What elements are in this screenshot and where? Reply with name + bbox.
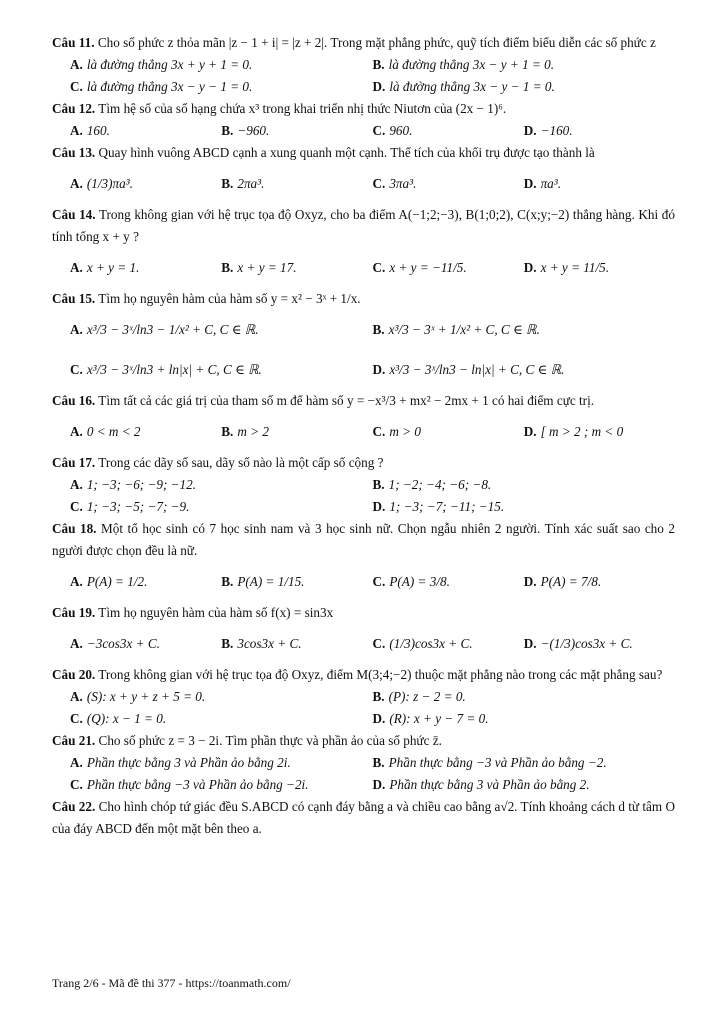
answer-option-a [70,562,221,602]
option-label: C. [70,711,83,726]
option-label: A. [70,689,83,704]
option-text: Phần thực bằng −3 và Phần ảo bằng −2i. [86,777,309,792]
question-text: Trong không gian với hệ trục tọa độ Oxyz, cho ba điểm A(−1;2;−3), B(1;0;2), C(x;y;−2) thẳng hàng. Khi đó tính tổng x + y ? [52,207,675,244]
option-label: B. [221,260,234,275]
option-text: m > 2 [237,424,269,439]
answer-options [52,624,675,664]
question-21 [52,730,675,796]
option-label: C. [70,362,83,377]
option-label: B. [221,424,234,439]
answer-option-c [70,496,373,518]
question-stem [52,288,675,310]
option-label: C. [372,636,386,651]
question-number: Câu 12. [52,101,96,116]
option-text: Phần thực bằng 3 và Phần ảo bằng 2. [389,777,590,792]
question-number: Câu 14. [52,207,96,222]
option-text: là đường thẳng 3x − y − 1 = 0. [86,79,253,94]
option-label: A. [70,260,83,275]
question-number: Câu 11. [52,35,95,50]
answer-option-b [221,624,372,664]
option-text: πa³. [540,176,562,191]
option-text: x + y = 17. [237,260,297,275]
option-label: A. [70,123,83,138]
answer-options [52,686,675,730]
answer-option-a [70,248,221,288]
option-text: x + y = 11/5. [540,260,610,275]
question-stem [52,142,675,164]
answer-option-c [70,76,373,98]
option-text: x + y = −11/5. [389,260,467,275]
option-text: x³/3 − 3ˣ + 1/x² + C, C ∈ ℝ. [388,322,540,337]
answer-options [52,562,675,602]
option-label: D. [523,424,537,439]
option-text: P(A) = 1/2. [86,574,148,589]
option-text: (1/3)cos3x + C. [389,636,473,651]
option-text: Phần thực bằng −3 và Phần ảo bằng −2. [388,755,607,770]
option-text: m > 0 [389,424,421,439]
option-label: B. [221,123,234,138]
option-label: B. [221,176,234,191]
page-footer: Trang 2/6 - Mã đề thi 377 - https://toanmath.com/ [52,976,291,990]
answer-option-b [221,164,372,204]
answer-option-b [373,54,676,76]
option-text: (P): z − 2 = 0. [388,689,466,704]
question-text: Trong không gian với hệ trục tọa độ Oxyz, điểm M(3;4;−2) thuộc mặt phẳng nào trong các mặt phẳng sau? [98,667,663,682]
option-label: C. [372,123,386,138]
answer-option-a [70,164,221,204]
answer-option-a [70,54,373,76]
answer-options [52,474,675,518]
question-stem [52,204,675,248]
option-label: B. [372,477,385,492]
option-label: D. [523,123,537,138]
question-16 [52,390,675,452]
question-text: Quay hình vuông ABCD cạnh a xung quanh một cạnh. Thể tích của khối trụ được tạo thành là [98,145,595,160]
question-text: Cho số phức z = 3 − 2i. Tìm phần thực và phần ảo của số phức z̄. [98,733,442,748]
option-text: x³/3 − 3ˣ/ln3 − 1/x² + C, C ∈ ℝ. [86,322,259,337]
option-label: C. [70,777,83,792]
option-label: C. [372,424,386,439]
answer-option-b [221,412,372,452]
question-12 [52,98,675,142]
question-text: Một tổ học sinh có 7 học sinh nam và 3 học sinh nữ. Chọn ngẫu nhiên 2 người. Tính xác suất sao cho 2 người được chọn đều là nữ. [52,521,676,558]
answer-option-a [70,624,221,664]
answer-option-c [373,412,524,452]
question-stem [52,796,675,840]
option-label: B. [372,755,385,770]
option-text: 1; −3; −6; −9; −12. [86,477,197,492]
answer-option-d [373,708,676,730]
answer-option-d [373,350,676,390]
question-text: Trong các dãy số sau, dãy số nào là một cấp số cộng ? [98,455,384,470]
option-text: 1; −3; −7; −11; −15. [389,499,505,514]
answer-option-a [70,412,221,452]
question-text: Cho số phức z thỏa mãn |z − 1 + i| = |z + 2|. Trong mặt phẳng phức, quỹ tích điểm biểu diễn các số phức z [97,35,656,50]
answer-option-a [70,686,373,708]
option-label: B. [372,57,385,72]
option-text: (1/3)πa³. [86,176,133,191]
answer-option-b [373,752,676,774]
question-number: Câu 20. [52,667,96,682]
question-15 [52,288,675,390]
question-stem [52,602,675,624]
answer-option-b [221,120,372,142]
answer-options [52,164,675,204]
question-number: Câu 16. [52,393,96,408]
option-text: −160. [540,123,573,138]
option-label: B. [372,322,385,337]
question-text: Tìm họ nguyên hàm của hàm số y = x² − 3ˣ + 1/x. [98,291,361,306]
question-13 [52,142,675,204]
option-label: D. [523,260,537,275]
answer-options [52,120,675,142]
option-text: 3cos3x + C. [237,636,302,651]
option-text: là đường thẳng 3x − y + 1 = 0. [388,57,555,72]
option-text: x³/3 − 3ˣ/ln3 − ln|x| + C, C ∈ ℝ. [389,362,565,377]
answer-option-d [524,412,675,452]
option-label: A. [70,574,83,589]
answer-options [52,248,675,288]
option-label: D. [372,711,386,726]
question-stem [52,390,675,412]
answer-options [52,412,675,452]
question-17 [52,452,675,518]
option-text: x³/3 − 3ˣ/ln3 + ln|x| + C, C ∈ ℝ. [86,362,262,377]
option-label: A. [70,424,83,439]
option-label: A. [70,322,83,337]
option-label: D. [523,636,537,651]
question-text: Tìm họ nguyên hàm của hàm số f(x) = sin3x [98,605,334,620]
option-label: A. [70,57,83,72]
option-text: P(A) = 7/8. [540,574,602,589]
question-number: Câu 15. [52,291,96,306]
question-stem [52,730,675,752]
question-stem [52,32,675,54]
option-label: C. [372,260,386,275]
answer-option-b [373,474,676,496]
option-text: 1; −3; −5; −7; −9. [86,499,190,514]
option-label: B. [372,689,385,704]
option-text: 3πa³. [389,176,417,191]
option-label: C. [70,499,83,514]
question-22 [52,796,675,840]
answer-option-d [373,774,676,796]
option-text: là đường thẳng 3x − y − 1 = 0. [389,79,555,94]
option-label: A. [70,477,83,492]
answer-option-b [221,562,372,602]
option-label: B. [221,574,234,589]
option-text: P(A) = 3/8. [389,574,450,589]
option-text: −960. [237,123,270,138]
question-14 [52,204,675,288]
option-text: 0 < m < 2 [86,424,141,439]
option-label: A. [70,176,83,191]
answer-option-a [70,120,221,142]
option-text: (S): x + y + z + 5 = 0. [86,689,206,704]
answer-options [52,310,675,390]
option-text: x + y = 1. [86,260,140,275]
exam-page [52,32,675,840]
question-text: Tìm tất cả các giá trị của tham số m để hàm số y = −x³/3 + mx² − 2mx + 1 có hai điểm cực trị. [98,393,595,408]
option-text: Phần thực bằng 3 và Phần ảo bằng 2i. [86,755,291,770]
option-label: B. [221,636,234,651]
answer-option-b [373,686,676,708]
question-number: Câu 18. [52,521,97,536]
answer-option-c [70,774,373,796]
question-stem [52,518,675,562]
answer-option-d [524,248,675,288]
answer-option-c [70,350,373,390]
option-label: D. [372,79,386,94]
answer-option-c [373,624,524,664]
option-label: D. [372,362,386,377]
option-label: C. [372,176,386,191]
answer-option-c [373,164,524,204]
option-text: 2πa³. [237,176,265,191]
option-text: (R): x + y − 7 = 0. [389,711,489,726]
option-label: D. [523,176,537,191]
question-text: Cho hình chóp tứ giác đều S.ABCD có cạnh đáy bằng a và chiều cao bằng a√2. Tính khoảng cách d từ tâm O của đáy ABCD đến một mặt bên theo a. [52,799,675,836]
question-number: Câu 19. [52,605,96,620]
option-text: 1; −2; −4; −6; −8. [388,477,492,492]
question-stem [52,98,675,120]
option-text: (Q): x − 1 = 0. [86,711,167,726]
option-text: là đường thẳng 3x + y + 1 = 0. [86,57,253,72]
question-20 [52,664,675,730]
option-text: −3cos3x + C. [86,636,160,651]
option-text: P(A) = 1/15. [237,574,305,589]
answer-option-d [524,164,675,204]
answer-option-a [70,310,373,350]
answer-option-a [70,752,373,774]
option-label: C. [372,574,386,589]
question-stem [52,664,675,686]
answer-option-d [373,496,676,518]
question-text: Tìm hệ số của số hạng chứa x³ trong khai triển nhị thức Niutơn của (2x − 1)⁶. [98,101,507,116]
option-text: [ m > 2 ; m < 0 [540,424,624,439]
question-number: Câu 17. [52,455,96,470]
question-number: Câu 13. [52,145,96,160]
option-label: D. [523,574,537,589]
answer-option-c [373,562,524,602]
option-label: A. [70,636,83,651]
option-label: A. [70,755,83,770]
answer-option-d [373,76,676,98]
option-label: D. [372,777,386,792]
question-stem [52,452,675,474]
option-label: C. [70,79,83,94]
option-text: 160. [86,123,110,138]
question-19 [52,602,675,664]
question-11 [52,32,675,98]
option-label: D. [372,499,386,514]
answer-options [52,54,675,98]
answer-option-b [221,248,372,288]
question-number: Câu 21. [52,733,96,748]
answer-option-b [373,310,676,350]
option-text: −(1/3)cos3x + C. [540,636,633,651]
answer-option-a [70,474,373,496]
answer-option-d [524,120,675,142]
answer-option-c [373,120,524,142]
answer-option-d [524,624,675,664]
answer-option-c [373,248,524,288]
answer-option-d [524,562,675,602]
option-text: 960. [389,123,413,138]
question-number: Câu 22. [52,799,96,814]
question-18 [52,518,675,602]
answer-options [52,752,675,796]
answer-option-c [70,708,373,730]
